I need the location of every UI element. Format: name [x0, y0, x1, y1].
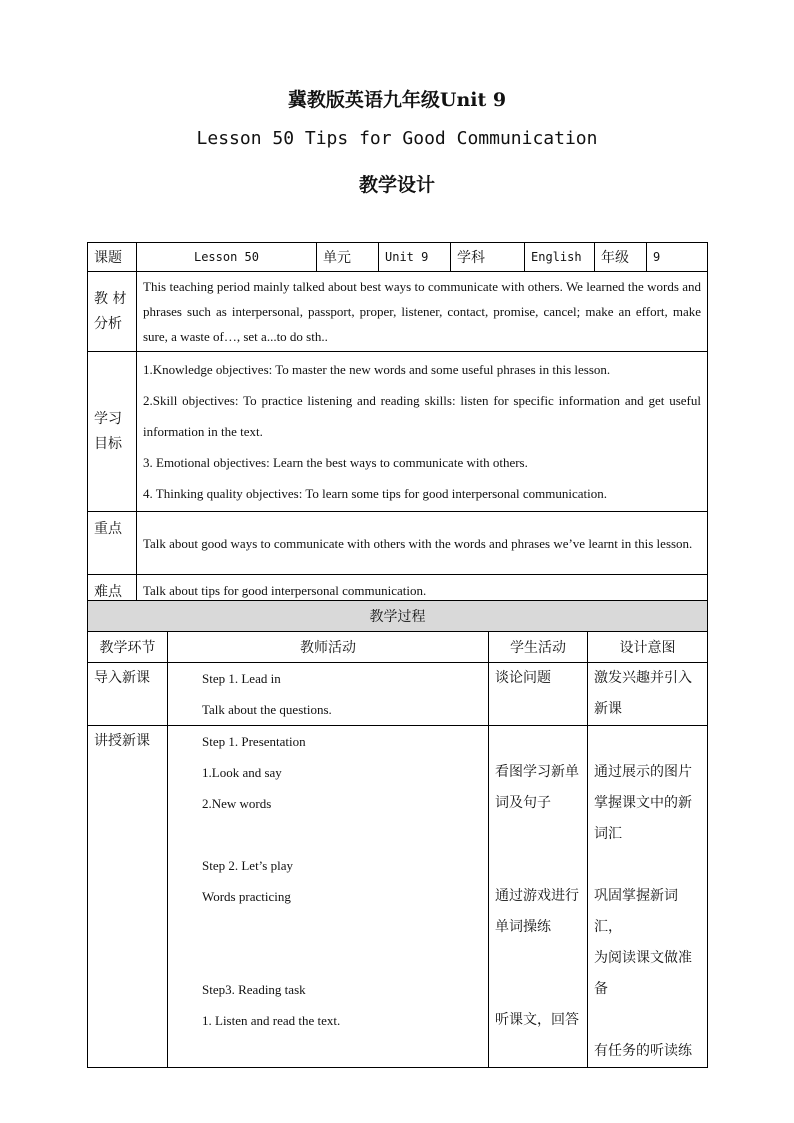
process-title-row: [88, 601, 708, 632]
student-cell: [489, 726, 588, 1068]
student-line: [495, 819, 581, 850]
student-cell: [489, 663, 588, 726]
intent-line: 词汇: [594, 826, 622, 842]
topic-value: Lesson 50: [137, 243, 317, 272]
process-table: [87, 600, 708, 1068]
analysis-text: This teaching period mainly talked about best ways to communicate with others. We learned the words and phrases such as interpersonal, passport, proper, listener, contact, promise, cancel; make an effort, make sure, a waste of…, set a...to do sth..: [137, 272, 708, 352]
student-line: [495, 943, 581, 974]
teacher-line: Step3. Reading task: [202, 982, 306, 997]
subject-value: English: [525, 243, 595, 272]
student-line: [495, 850, 581, 881]
key-points-row: [88, 512, 708, 575]
unit-label: 单元: [317, 243, 379, 272]
student-line: 词及句子: [495, 795, 551, 811]
intent-line: 掌握课文中的新: [594, 795, 692, 811]
intent-line: [594, 1005, 701, 1036]
teacher-line: [202, 819, 482, 850]
student-line: 谈论问题: [495, 670, 551, 686]
teacher-line: Step 1. Presentation: [202, 734, 306, 749]
student-line: 看图学习新单: [495, 764, 579, 780]
difficult-points-label: 难点: [88, 575, 137, 607]
unit-value: Unit 9: [379, 243, 451, 272]
student-line: 单词操练: [495, 919, 551, 935]
objective-item: 1.Knowledge objectives: To master the new words and some useful phrases in this lesson.: [143, 362, 611, 377]
process-header-row: [88, 632, 708, 663]
info-row: [88, 243, 708, 272]
doc-subtitle: 教学设计: [358, 174, 435, 196]
header-student: 学生活动: [489, 632, 588, 663]
objective-item: 3. Emotional objectives: Learn the best ways to communicate with others.: [143, 455, 528, 470]
student-line: [495, 974, 581, 1005]
intent-line: 巩固掌握新词汇，: [594, 888, 678, 935]
header-teacher: 教师活动: [168, 632, 489, 663]
intent-line: 为阅读课文做准: [594, 950, 692, 966]
teacher-line: Talk about the questions.: [202, 702, 332, 717]
intent-line: 激发兴趣并引入: [594, 670, 692, 686]
intent-line: 有任务的听读练: [594, 1043, 692, 1059]
lesson-title: Lesson 50 Tips for Good Communication: [196, 128, 598, 149]
intent-cell: [588, 726, 708, 1068]
teacher-line: Words practicing: [202, 889, 291, 904]
difficult-points-text: Talk about tips for good interpersonal communication.: [137, 575, 708, 607]
process-row-lead-in: [88, 663, 708, 726]
teacher-cell: [168, 726, 489, 1068]
doc-title: 冀教版英语九年级Unit 9: [287, 89, 507, 111]
key-points-text: Talk about good ways to communicate with others with the words and phrases we’ve learnt in this lesson.: [137, 512, 708, 575]
objective-item: 4. Thinking quality objectives: To learn some tips for good interpersonal communication.: [143, 486, 607, 501]
teacher-line: [202, 943, 482, 974]
stage-cell: 讲授新课: [88, 726, 168, 1068]
process-row-new-lesson: [88, 726, 708, 1068]
objectives-label: 学习 目标: [88, 352, 137, 512]
teacher-line: Step 1. Lead in: [202, 671, 281, 686]
objectives-list: [137, 352, 708, 512]
stage-cell: 导入新课: [88, 663, 168, 726]
teacher-line: 2.New words: [202, 796, 272, 811]
student-line: 通过游戏进行: [495, 888, 579, 904]
intent-line: 新课: [594, 701, 622, 717]
student-line: [495, 726, 581, 757]
grade-label: 年级: [595, 243, 647, 272]
intent-line: [594, 726, 701, 757]
subject-label: 学科: [451, 243, 525, 272]
teacher-line: 1.Look and say: [202, 765, 282, 780]
intent-line: 通过展示的图片: [594, 764, 692, 780]
analysis-row: [88, 272, 708, 352]
header-intent: 设计意图: [588, 632, 708, 663]
teacher-line: [202, 912, 482, 943]
intent-line: 备: [594, 981, 608, 997]
process-title: 教学过程: [88, 601, 708, 632]
objectives-row: [88, 352, 708, 512]
key-points-label: 重点: [88, 512, 137, 575]
info-table: [87, 242, 708, 607]
teacher-line: Step 2. Let’s play: [202, 858, 293, 873]
analysis-label: 教 材 分析: [88, 272, 137, 352]
intent-cell: [588, 663, 708, 726]
grade-value: 9: [647, 243, 708, 272]
teacher-cell: [168, 663, 489, 726]
student-line: 听课文，回答: [495, 1012, 579, 1028]
objective-item: 2.Skill objectives: To practice listening and reading skills: listen for specific information and get useful information in the text.: [143, 393, 701, 439]
header-stage: 教学环节: [88, 632, 168, 663]
topic-label: 课题: [88, 243, 137, 272]
intent-line: [594, 850, 701, 881]
teacher-line: 1. Listen and read the text.: [202, 1013, 341, 1028]
